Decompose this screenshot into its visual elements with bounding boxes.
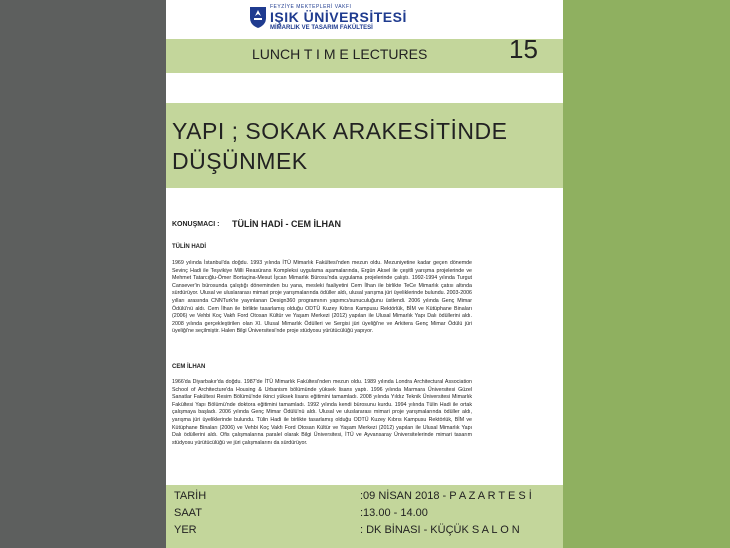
title-line-2: DÜŞÜNMEK xyxy=(172,148,308,174)
event-time-value: :13.00 - 14.00 xyxy=(360,507,428,519)
logo-university-name: IŞIK ÜNİVERSİTESİ xyxy=(270,9,407,25)
bio-text-cem: 1966'da Diyarbakır'da doğdu. 1987'de İTÜ Mimarlık Fakültesi'nden mezun oldu. 1989 yılında Londra Architectural Association School of Architecture'da Housing & Urbanism bölümünde yüksek lisans yaptı. 1996 yılında Marmara Üniversitesi Güzel Sanatlar Fakültesi Resim Bölümü'nde ikinci yüksek lisans eğitimini tamamladı. 2008 yılında Yıldız Teknik Üniversitesi Mimarlık Fakültesi Yapı Bölümü'nde doktora eğitimini tamamladı. 1992 yılında kendi bürosunu kurdu. 1994 yılında Tülin Hadi ile ortak çalışmaya başladı. 2006 yılında Genç Mimar Ödülü'nü aldı. Ulusal ve uluslararası mimari proje yarışmalarında ödüller aldı, yarışma jüri üyeliklerinde bulundu. Tülin Hadi ile birlikte tasarlamış olduğu ODTÜ Kuzey Kıbrıs Kampusu Rektörlük, BİM ve Kütüphane Binaları (2006) ve Vehbi Koç Vakfı Ford Otosan Kültür ve Yaşam Merkezi (2012) yapıları ile Ulusal Mimarlık Yapı Dalı ödüllerini aldı. Ofis çalışmalarına paralel olarak Bilgi Üniversitesi, İTÜ ve Ayvansaray Üniversitelerinde mimari tasarım stüdyosu yürütücülüğü ve jüri çalışmalarını da sürdürüyor. xyxy=(172,379,472,446)
series-label: LUNCH T I M E LECTURES xyxy=(252,46,428,62)
title-line-1: YAPI ; SOKAK ARAKESİTİNDE xyxy=(172,118,508,144)
university-emblem-icon xyxy=(248,5,268,29)
logo-faculty-name: MİMARLIK VE TASARIM FAKÜLTESİ xyxy=(270,25,373,31)
event-place-label: YER xyxy=(174,524,197,536)
university-logo xyxy=(248,4,458,34)
poster xyxy=(166,0,563,548)
speaker-names: TÜLİN HADİ - CEM İLHAN xyxy=(232,219,341,229)
logo-foundation-text: FEYZİYE MEKTEPLERİ VAKFI xyxy=(270,4,352,10)
lecture-title xyxy=(172,116,507,176)
event-place-value: : DK BİNASI - KÜÇÜK S A L O N xyxy=(360,524,520,536)
bio-name-cem: CEM İLHAN xyxy=(172,364,206,370)
event-time-label: SAAT xyxy=(174,507,202,519)
event-date-label: TARİH xyxy=(174,490,207,502)
right-green-panel xyxy=(563,0,730,548)
bio-name-tulin: TÜLİN HADİ xyxy=(172,244,206,250)
bio-text-tulin: 1969 yılında İstanbul'da doğdu. 1993 yılında İTÜ Mimarlık Fakültesi'nden mezun oldu. Mezuniyetine kadar geçen dönemde Sevinç Hadi ile Teşvikiye Milli Reasürans Kompleksi uygulama aşamalarında, Ergün Aksel ile çeşitli yarışma projelerinde ve Mehmet Tatarcığlu-Ömer Bortaçina-Mesut İşcan Mimarlık Bürosu'nda uygulama projelerinde çalıştı. 1992-1994 yılında Turgut Cansever'in bürosunda çalıştığı döneminden bu yana, mesleki faaliyetini Cem İlhan ile birlikte TeCe Mimarlık çatısı altında sürdürüyor. Ulusal ve uluslararası mimari proje yarışmalarında ödüller aldı, ulusal yarışma jüri üyeliklerinde bulundu. 2003-2006 yılları arasında CNNTurk'te yayınlanan Design360 programının yapımcı/sunuculuğunu üstlendi. 2006 yılında Genç Mimar Ödülü'nü aldı. Cem İlhan ile birlikte tasarlamış olduğu ODTÜ Kuzey Kıbrıs Kampusu Rektörlük, BİM ve Kütüphane Binaları (2006) ve Vehbi Koç Vakfı Ford Otosan Kültür ve Yaşam Merkezi (2012) yapıları ile Ulusal Mimarlık Yapı Dalı ödüllerini aldı. 2008 yılında gerçekleştirilen olan XI. Ulusal Mimarlık Ödülleri ve Sergisi jüri üyeliği'ne ve Arkitera Genç Mimar Ödülü jüri üyeliği'ne seçilmiştir. Halen Bilgi Üniversitesi'nde proje stüdyosu yürütücülüğü yapıyor. xyxy=(172,260,472,335)
event-date-value: :09 NİSAN 2018 - P A Z A R T E S İ xyxy=(360,490,532,502)
speaker-label: KONUŞMACI : xyxy=(172,221,220,228)
lecture-number: 15 xyxy=(509,34,538,64)
